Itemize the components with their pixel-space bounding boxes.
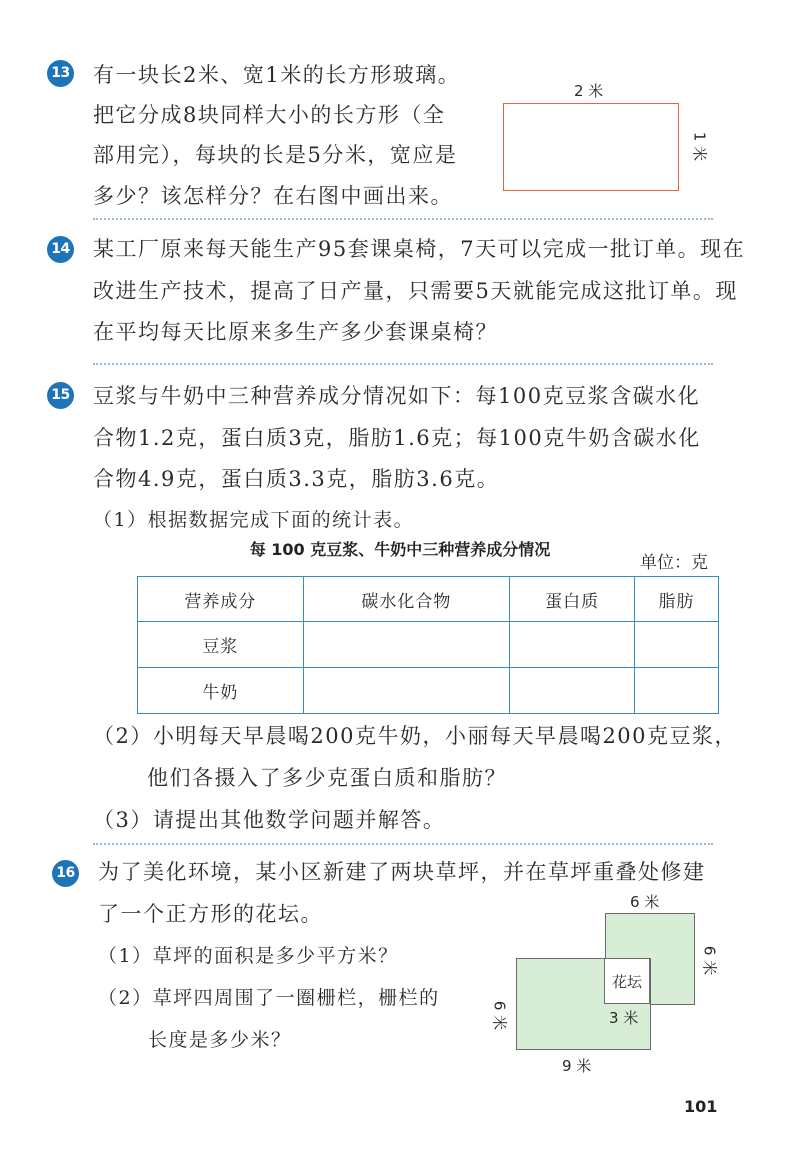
problem-number-16: 16: [52, 860, 79, 887]
divider: [93, 363, 713, 365]
p15-question-2-line-2: 他们各摄入了多少克蛋白质和脂肪？: [147, 766, 507, 790]
nutrition-table: [137, 576, 719, 714]
bottom-width-label: 9 米: [562, 1057, 592, 1075]
right-height-label: 6 米: [700, 945, 719, 976]
problem-number-15: 15: [47, 382, 74, 409]
divider: [93, 218, 713, 220]
p15-question-3: （3）请提出其他数学问题并解答。: [93, 808, 446, 832]
p15-line-2: 合物1.2克，蛋白质3克，脂肪1.6克；每100克牛奶含碳水化: [93, 426, 701, 450]
problem-number-14: 14: [47, 236, 74, 263]
table-row: [138, 668, 719, 714]
p14-line-1: 某工厂原来每天能生产95套课桌椅，7天可以完成一批订单。现在: [93, 237, 746, 261]
blank-cell[interactable]: [303, 622, 510, 668]
table-title: 每 100 克豆浆、牛奶中三种营养成分情况: [249, 540, 551, 559]
table-row: [138, 622, 719, 668]
p16-question-2-line-1: （2）草坪四周围了一圈栅栏，栅栏的: [98, 987, 440, 1009]
flower-bed: 花坛: [604, 958, 650, 1004]
p15-line-1: 豆浆与牛奶中三种营养成分情况如下：每100克豆浆含碳水化: [93, 384, 701, 408]
p14-line-3: 在平均每天比原来多生产多少套课桌椅？: [93, 320, 498, 344]
p13-width-label: 2 米: [574, 82, 604, 100]
table-unit: 单位：克: [640, 553, 708, 573]
p15-question-2-line-1: （2）小明每天早晨喝200克牛奶，小丽每天早晨喝200克豆浆，: [93, 724, 738, 748]
blank-cell[interactable]: [635, 622, 719, 668]
blank-cell[interactable]: [510, 668, 635, 714]
page-number: 101: [684, 1097, 718, 1116]
p14-line-2: 改进生产技术，提高了日产量，只需要5天就能完成这批订单。现: [93, 279, 738, 303]
p15-line-3: 合物4.9克，蛋白质3.3克，脂肪3.6克。: [93, 467, 500, 491]
p16-question-1: （1）草坪的面积是多少平方米？: [98, 945, 399, 967]
problem-number-13: 13: [47, 60, 74, 87]
p13-height-label: 1 米: [690, 131, 709, 162]
header-cell: 蛋白质: [510, 577, 635, 622]
p13-line-2: 把它分成8块同样大小的长方形（全: [93, 103, 446, 127]
p15-question-1: （1）根据数据完成下面的统计表。: [93, 509, 415, 531]
top-width-label: 6 米: [630, 893, 660, 911]
p16-line-1: 为了美化环境，某小区新建了两块草坪，并在草坪重叠处修建: [98, 860, 706, 884]
header-cell: 碳水化合物: [303, 577, 510, 622]
blank-cell[interactable]: [510, 622, 635, 668]
header-cell: 营养成分: [138, 577, 304, 622]
blank-cell[interactable]: [303, 668, 510, 714]
left-height-label: 6 米: [490, 1000, 509, 1031]
glass-rectangle: [503, 103, 679, 191]
header-cell: 脂肪: [635, 577, 719, 622]
row-label: 豆浆: [138, 622, 304, 668]
p13-line-3: 部用完），每块的长是5分米，宽应是: [93, 143, 458, 167]
p13-line-4: 多少？该怎样分？在右图中画出来。: [93, 184, 453, 208]
row-label: 牛奶: [138, 668, 304, 714]
divider: [93, 843, 713, 845]
p16-question-2-line-2: 长度是多少米？: [148, 1029, 292, 1051]
p13-line-1: 有一块长2米、宽1米的长方形玻璃。: [93, 63, 461, 87]
flower-side-label: 3 米: [609, 1009, 639, 1027]
table-header-row: [138, 577, 719, 622]
blank-cell[interactable]: [635, 668, 719, 714]
p16-line-2: 了一个正方形的花坛。: [98, 902, 323, 926]
